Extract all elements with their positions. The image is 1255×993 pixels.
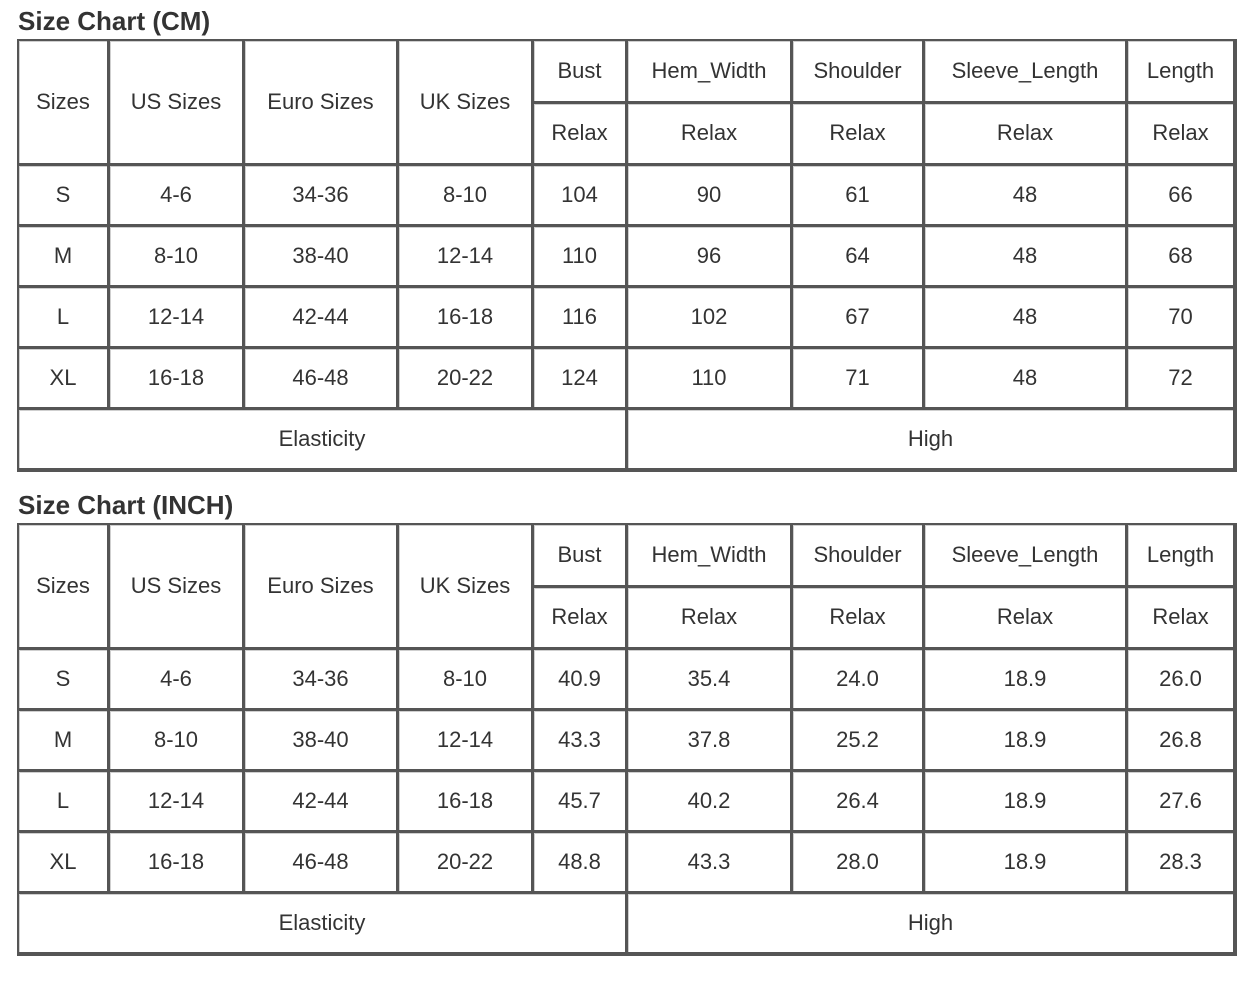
table-cell: 12-14 bbox=[399, 711, 534, 772]
table-cell: 96 bbox=[628, 227, 793, 288]
subheader-cell: Relax bbox=[1128, 588, 1236, 651]
table-cell: 25.2 bbox=[793, 711, 925, 772]
header-cell-euro-sizes: Euro Sizes bbox=[245, 525, 399, 650]
header-cell-us-sizes: US Sizes bbox=[110, 525, 245, 650]
table-cell: XL bbox=[19, 349, 110, 410]
table-cell: 12-14 bbox=[110, 772, 245, 833]
subheader-cell: Relax bbox=[793, 104, 925, 167]
elasticity-label: Elasticity bbox=[19, 894, 628, 955]
table-cell: XL bbox=[19, 833, 110, 894]
table-cell: S bbox=[19, 166, 110, 227]
header-cell-sizes: Sizes bbox=[19, 41, 110, 166]
table-cell: 124 bbox=[534, 349, 628, 410]
table-cell: 4-6 bbox=[110, 166, 245, 227]
table-cell: 16-18 bbox=[399, 288, 534, 349]
header-row bbox=[19, 41, 1236, 104]
table-row bbox=[19, 833, 1236, 894]
header-cell-uk-sizes: UK Sizes bbox=[399, 525, 534, 650]
header-cell-shoulder: Shoulder bbox=[793, 525, 925, 588]
table-row bbox=[19, 711, 1236, 772]
table-cell: 38-40 bbox=[245, 227, 399, 288]
size-chart-inch-title: Size Chart (INCH) bbox=[18, 490, 234, 520]
header-row bbox=[19, 525, 1236, 588]
table-cell: 34-36 bbox=[245, 650, 399, 711]
table-cell: 28.3 bbox=[1128, 833, 1236, 894]
table-cell: 16-18 bbox=[110, 833, 245, 894]
subheader-cell: Relax bbox=[925, 104, 1128, 167]
table-cell: S bbox=[19, 650, 110, 711]
table-cell: 34-36 bbox=[245, 166, 399, 227]
table-cell: 45.7 bbox=[534, 772, 628, 833]
header-cell-hem-width: Hem_Width bbox=[628, 41, 793, 104]
subheader-cell: Relax bbox=[534, 104, 628, 167]
header-cell-sizes: Sizes bbox=[19, 525, 110, 650]
subheader-cell: Relax bbox=[925, 588, 1128, 651]
table-cell: L bbox=[19, 288, 110, 349]
subheader-cell: Relax bbox=[628, 588, 793, 651]
table-cell: 24.0 bbox=[793, 650, 925, 711]
size-chart-cm-title: Size Chart (CM) bbox=[18, 6, 211, 36]
table-cell: 70 bbox=[1128, 288, 1236, 349]
table-cell: 18.9 bbox=[925, 833, 1128, 894]
subheader-cell: Relax bbox=[1128, 104, 1236, 167]
table-cell: 104 bbox=[534, 166, 628, 227]
subheader-cell: Relax bbox=[628, 104, 793, 167]
table-cell: 46-48 bbox=[245, 833, 399, 894]
table-cell: 18.9 bbox=[925, 650, 1128, 711]
table-cell: 26.4 bbox=[793, 772, 925, 833]
table-cell: 40.9 bbox=[534, 650, 628, 711]
table-row bbox=[19, 772, 1236, 833]
table-cell: M bbox=[19, 711, 110, 772]
header-cell-us-sizes: US Sizes bbox=[110, 41, 245, 166]
table-cell: 48 bbox=[925, 166, 1128, 227]
table-cell: 102 bbox=[628, 288, 793, 349]
table-cell: 12-14 bbox=[110, 288, 245, 349]
table-cell: 42-44 bbox=[245, 772, 399, 833]
subheader-cell: Relax bbox=[534, 588, 628, 651]
table-cell: L bbox=[19, 772, 110, 833]
table-cell: 64 bbox=[793, 227, 925, 288]
table-cell: 16-18 bbox=[110, 349, 245, 410]
table-cell: 37.8 bbox=[628, 711, 793, 772]
table-cell: 66 bbox=[1128, 166, 1236, 227]
table-cell: 71 bbox=[793, 349, 925, 410]
table-cell: 110 bbox=[628, 349, 793, 410]
table-cell: 40.2 bbox=[628, 772, 793, 833]
table-cell: 48 bbox=[925, 288, 1128, 349]
table-cell: 48 bbox=[925, 227, 1128, 288]
table-cell: 8-10 bbox=[110, 711, 245, 772]
table-cell: M bbox=[19, 227, 110, 288]
elasticity-label: Elasticity bbox=[19, 410, 628, 471]
table-cell: 72 bbox=[1128, 349, 1236, 410]
table-cell: 8-10 bbox=[110, 227, 245, 288]
table-cell: 46-48 bbox=[245, 349, 399, 410]
table-cell: 42-44 bbox=[245, 288, 399, 349]
header-cell-shoulder: Shoulder bbox=[793, 41, 925, 104]
table-cell: 67 bbox=[793, 288, 925, 349]
table-cell: 43.3 bbox=[534, 711, 628, 772]
header-cell-hem-width: Hem_Width bbox=[628, 525, 793, 588]
table-cell: 28.0 bbox=[793, 833, 925, 894]
header-cell-sleeve-length: Sleeve_Length bbox=[925, 525, 1128, 588]
header-cell-bust: Bust bbox=[534, 525, 628, 588]
table-cell: 110 bbox=[534, 227, 628, 288]
table-cell: 18.9 bbox=[925, 711, 1128, 772]
elasticity-row bbox=[19, 894, 1236, 955]
table-cell: 8-10 bbox=[399, 166, 534, 227]
table-cell: 116 bbox=[534, 288, 628, 349]
size-chart-inch-table bbox=[17, 523, 1237, 956]
table-cell: 48 bbox=[925, 349, 1128, 410]
table-cell: 16-18 bbox=[399, 772, 534, 833]
elasticity-value: High bbox=[628, 894, 1236, 955]
table-cell: 48.8 bbox=[534, 833, 628, 894]
table-cell: 61 bbox=[793, 166, 925, 227]
table-cell: 26.8 bbox=[1128, 711, 1236, 772]
table-row bbox=[19, 227, 1236, 288]
table-cell: 38-40 bbox=[245, 711, 399, 772]
header-cell-bust: Bust bbox=[534, 41, 628, 104]
table-cell: 20-22 bbox=[399, 349, 534, 410]
header-cell-length: Length bbox=[1128, 41, 1236, 104]
table-cell: 4-6 bbox=[110, 650, 245, 711]
table-cell: 68 bbox=[1128, 227, 1236, 288]
table-cell: 8-10 bbox=[399, 650, 534, 711]
header-cell-length: Length bbox=[1128, 525, 1236, 588]
elasticity-row bbox=[19, 410, 1236, 471]
header-cell-sleeve-length: Sleeve_Length bbox=[925, 41, 1128, 104]
table-cell: 27.6 bbox=[1128, 772, 1236, 833]
table-cell: 18.9 bbox=[925, 772, 1128, 833]
table-cell: 12-14 bbox=[399, 227, 534, 288]
header-cell-uk-sizes: UK Sizes bbox=[399, 41, 534, 166]
table-cell: 43.3 bbox=[628, 833, 793, 894]
subheader-cell: Relax bbox=[793, 588, 925, 651]
table-cell: 35.4 bbox=[628, 650, 793, 711]
header-cell-euro-sizes: Euro Sizes bbox=[245, 41, 399, 166]
size-chart-cm-table bbox=[17, 39, 1237, 472]
table-cell: 20-22 bbox=[399, 833, 534, 894]
table-row bbox=[19, 650, 1236, 711]
table-row bbox=[19, 349, 1236, 410]
table-cell: 26.0 bbox=[1128, 650, 1236, 711]
table-row bbox=[19, 166, 1236, 227]
elasticity-value: High bbox=[628, 410, 1236, 471]
table-row bbox=[19, 288, 1236, 349]
table-cell: 90 bbox=[628, 166, 793, 227]
